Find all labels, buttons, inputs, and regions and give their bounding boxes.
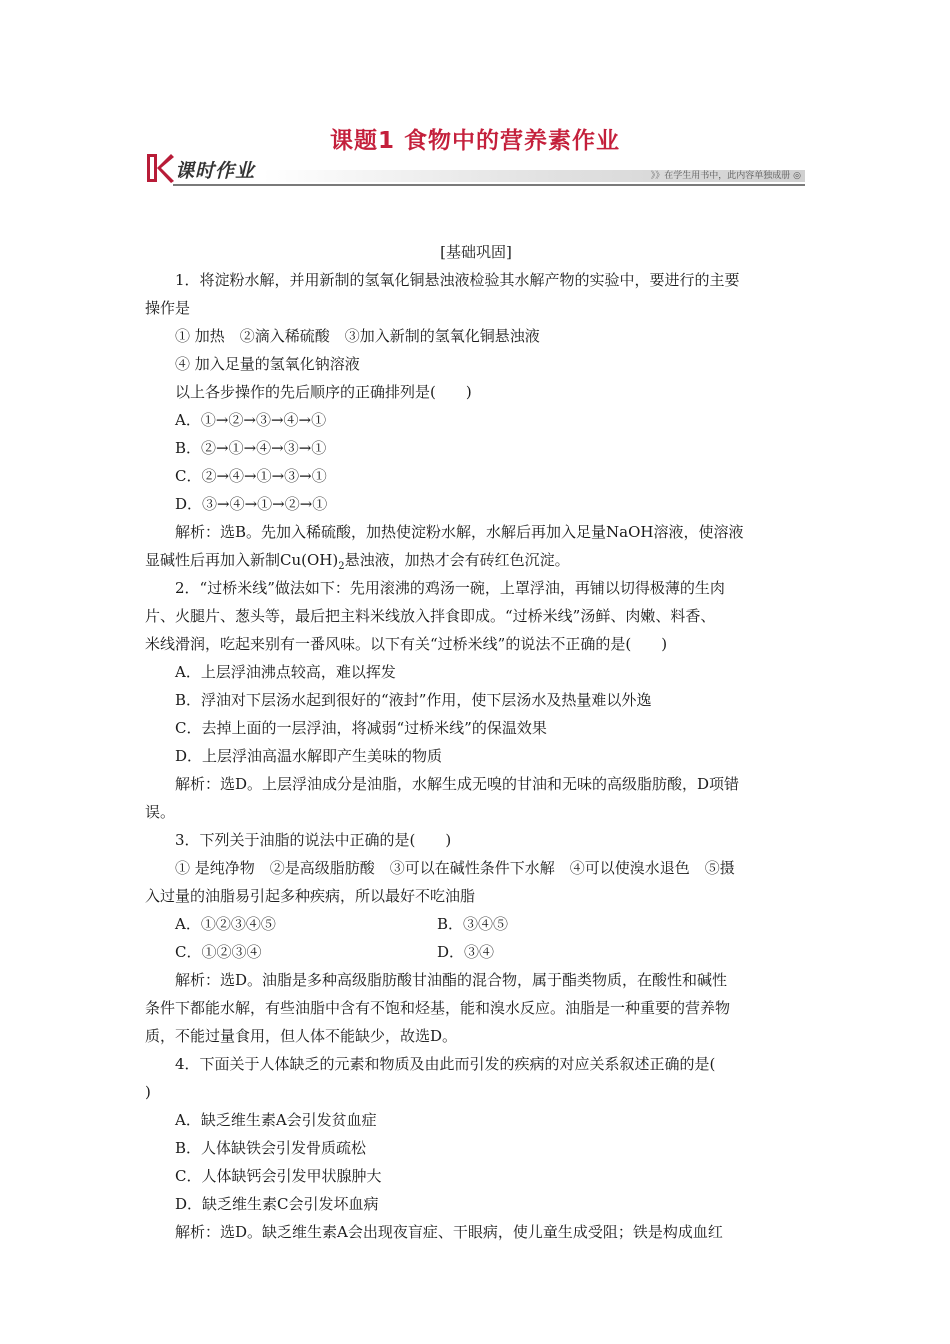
option-a: A．①→②→③→④→① [175, 411, 327, 429]
section-banner [145, 152, 805, 186]
question-stem-cont: 片、火腿片、葱头等，最后把主料米线放入拌食即成。“过桥米线”汤鲜、肉嫩、料香、 [145, 607, 716, 625]
statement-list: ① 是纯净物 ②是高级脂肪酸 ③可以在碱性条件下水解 ④可以使溴水退色 ⑤摄 [175, 859, 735, 877]
page-title: 课题1 食物中的营养素作业 [329, 128, 620, 154]
option-row [145, 910, 807, 938]
question-stem: 2．“过桥米线”做法如下：先用滚沸的鸡汤一碗，上罩浮油，再铺以切得极薄的生肉 [175, 579, 725, 597]
k-logo-icon [145, 152, 175, 184]
question-stem-cont: ) [145, 1083, 151, 1101]
option-d: D．缺乏维生素C会引发坏血病 [175, 1195, 379, 1213]
option-c: C．②→④→①→③→① [175, 467, 327, 485]
option-a: A．缺乏维生素A会引发贫血症 [175, 1111, 377, 1129]
section-heading: [基础巩固] [440, 243, 512, 261]
operation-list: ① 加热 ②滴入稀硫酸 ③加入新制的氢氧化铜悬浊液 [175, 327, 540, 345]
option-row [145, 938, 807, 966]
option-b: B．③④⑤ [437, 915, 509, 933]
banner-divider [173, 184, 805, 186]
answer-explanation-cont: 误。 [145, 803, 176, 821]
answer-explanation-cont: 条件下都能水解，有些油脂中含有不饱和烃基，能和溴水反应。油脂是一种重要的营养物 [145, 999, 731, 1017]
banner-note: 》》在学生用书中，此内容单独成册 ◎ [650, 171, 801, 181]
answer-explanation: 解析：选D。缺乏维生素A会出现夜盲症、干眼病，使儿童生成受阻；铁是构成血红 [175, 1223, 723, 1241]
operation-list: ④ 加入足量的氢氧化钠溶液 [175, 355, 360, 373]
statement-list-cont: 入过量的油脂易引起多种疾病，所以最好不吃油脂 [145, 887, 476, 905]
question-stem: 3．下列关于油脂的说法中正确的是( ) [175, 831, 452, 849]
option-b: B．②→①→④→③→① [175, 439, 327, 457]
question-ask: 以上各步操作的先后顺序的正确排列是( ) [175, 383, 472, 401]
answer-explanation-cont: 质，不能过量食用，但人体不能缺少，故选D。 [145, 1027, 458, 1045]
question-stem-cont: 米线滑润，吃起来别有一番风味。以下有关“过桥米线”的说法不正确的是( ) [145, 635, 668, 653]
option-c: C．去掉上面的一层浮油，将减弱“过桥米线”的保温效果 [175, 719, 547, 737]
answer-explanation: 解析：选D。油脂是多种高级脂肪酸甘油酯的混合物，属于酯类物质，在酸性和碱性 [175, 971, 728, 989]
option-b: B．浮油对下层汤水起到很好的“液封”作用，使下层汤水及热量难以外逸 [175, 691, 652, 709]
answer-explanation: 解析：选B。先加入稀硫酸，加热使淀粉水解，水解后再加入足量NaOH溶液，使溶液 [175, 523, 744, 541]
option-d: D．上层浮油高温水解即产生美味的物质 [175, 747, 443, 765]
question-3 [145, 826, 807, 1050]
option-d: D．③④ [437, 943, 495, 961]
option-d: D．③→④→①→②→① [175, 495, 328, 513]
document-body [145, 238, 807, 1246]
option-a: A．①②③④⑤ [175, 915, 276, 933]
option-c: C．①②③④ [175, 943, 262, 961]
question-2 [145, 574, 807, 826]
question-stem: 4．下面关于人体缺乏的元素和物质及由此而引发的疾病的对应关系叙述正确的是( [175, 1055, 716, 1073]
question-1 [145, 266, 807, 574]
answer-explanation: 解析：选D。上层浮油成分是油脂，水解生成无嗅的甘油和无味的高级脂肪酸，D项错 [175, 775, 740, 793]
question-4 [145, 1050, 807, 1246]
option-a: A．上层浮油沸点较高，难以挥发 [175, 663, 396, 681]
option-b: B．人体缺铁会引发骨质疏松 [175, 1139, 367, 1157]
banner-label: 课时作业 [175, 160, 256, 182]
question-stem: 1．将淀粉水解，并用新制的氢氧化铜悬浊液检验其水解产物的实验中，要进行的主要 [175, 271, 740, 289]
answer-explanation-cont: 显碱性后再加入新制$Cu(OH)_2$悬浊液，加热才会有砖红色沉淀。 [145, 551, 570, 572]
option-c: C．人体缺钙会引发甲状腺肿大 [175, 1167, 382, 1185]
question-stem-cont: 操作是 [145, 299, 191, 317]
